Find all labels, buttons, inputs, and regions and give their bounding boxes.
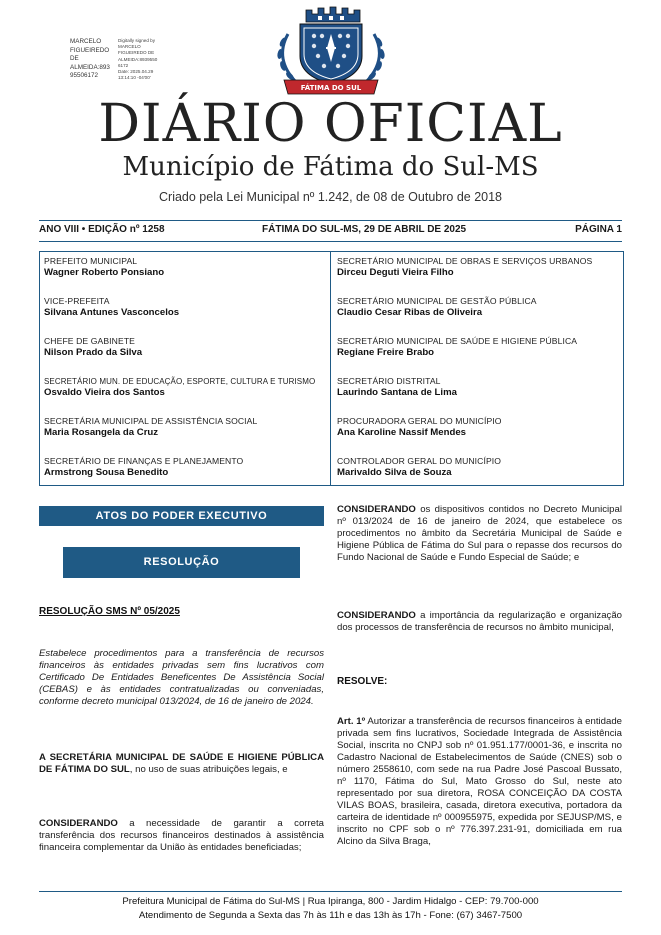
official-role: PREFEITO MUNICIPAL (44, 256, 138, 266)
crest-ribbon-text: FÁTIMA DO SUL (300, 84, 362, 92)
divider-top (39, 220, 622, 221)
considerando-paragraph (39, 818, 324, 854)
creation-law: Criado pela Lei Municipal nº 1.242, de 08 de Outubro de 2018 (159, 190, 502, 204)
page-title: DIÁRIO OFICIAL (98, 94, 563, 154)
official-entry (44, 416, 326, 439)
article-label: Art. 1º (337, 716, 366, 727)
signature-details (118, 38, 173, 81)
official-name: Armstrong Sousa Benedito (44, 467, 169, 478)
considerando-text: a necessidade de garantir a correta transferência dos recursos financeiros destinados à assistência financeira complementar da União às entidades beneficiadas; (39, 818, 324, 853)
officials-divider (330, 251, 331, 486)
official-role: CHEFE DE GABINETE (44, 336, 135, 346)
signature-detail-line: Digitally signed by (118, 38, 156, 43)
signature-detail-line: Date: 2025.04.29 (118, 69, 154, 75)
official-name: Maria Rosangela da Cruz (44, 427, 159, 438)
official-entry (337, 376, 619, 399)
official-role: SECRETÁRIO DISTRITAL (337, 376, 441, 386)
signature-detail-line: MARCELO (118, 44, 141, 50)
signature-name-line: DE (70, 55, 79, 63)
considerando-text: os dispositivos contidos no Decreto Municipal nº 013/2024 de 16 de janeiro de 2024, que estabelece os procedimentos no âmbito da Secretária Municipal de Saúde e Higiene Pública de Fátima do Sul para o repasse dos recursos do Fundo Nacional de Saúde e Fundo Especial de Saúde; e (337, 504, 622, 563)
official-entry (44, 336, 326, 359)
official-role: VICE-PREFEITA (44, 296, 110, 306)
footer-hours: Atendimento de Segunda a Sexta das 7h às 11h e das 13h às 17h - Fone: (67) 3467-7500 (138, 910, 523, 921)
official-name: Osvaldo Vieira dos Santos (44, 387, 165, 398)
signature-detail-line: ALMEIDA:8939550 (118, 56, 158, 62)
official-role: SECRETÁRIO MUNICIPAL DE GESTÃO PÚBLICA (337, 296, 537, 306)
official-name: Nilson Prado da Silva (44, 347, 143, 358)
official-name: Dirceu Deguti Vieira Filho (337, 267, 454, 278)
signature-name-line: FIGUEIREDO (70, 46, 110, 54)
footer-address: Prefeitura Municipal de Fátima do Sul-MS | Rua Ipiranga, 800 - Jardim Hidalgo - CEP: 79.700-000 (122, 896, 539, 907)
considerando-text: a importância da regularização e organização dos processos de transferência de recursos no âmbito municipal, (337, 610, 622, 633)
article-1 (337, 716, 622, 848)
official-entry (44, 456, 326, 479)
official-name: Claudio Cesar Ribas de Oliveira (337, 307, 483, 318)
official-entry (44, 376, 329, 399)
signature-detail-line: 13:14:10 -04'00' (118, 75, 151, 81)
official-role: SECRETÁRIA MUNICIPAL DE ASSISTÊNCIA SOCIAL (44, 416, 258, 426)
official-role: SECRETÁRIO DE FINANÇAS E PLANEJAMENTO (44, 456, 244, 466)
page-subtitle: Município de Fátima do Sul-MS (122, 152, 539, 182)
official-name: Silvana Antunes Vasconcelos (44, 307, 180, 318)
official-entry (44, 256, 326, 279)
officials-box (39, 251, 624, 486)
footer-divider (39, 891, 622, 892)
signature-name (70, 38, 120, 81)
resolution-banner: RESOLUÇÃO (63, 547, 300, 578)
official-name: Wagner Roberto Ponsiano (44, 267, 165, 278)
preamble-text: , no uso de suas atribuições legais, e (129, 764, 288, 775)
signature-detail-line: 6172 (118, 62, 129, 68)
official-name: Ana Karoline Nassif Mendes (337, 427, 467, 438)
signature-name-line: ALMEIDA:893 (70, 63, 110, 71)
signature-name-line: 95506172 (70, 72, 99, 80)
official-entry (337, 416, 619, 439)
article-text: Autorizar a transferência de recursos financeiros à entidade privada sem fins lucrativos, Sociedade Integrada de Assistência Social, inscrita no CNPJ sob nº 01.951.177/0001-36, e inscrita no Cadastro Nacional de Estabelecimentos de Saúde (CNES) sob o número 2558610, com sede na rua Padre José Pascoal Bussato, nº 1170, Fátima do Sul, Mato Grosso do Sul, neste ato representado por sua diretora, ROSA CONCEIÇÃO DA COSTA VILAS BOAS, brasileira, casada, diretora executiva, portadora da carteira de identidade nº 000955975, expedida por SEJUSP/MS, e inscrito no CPF sob o nº 776.397.231-91, domiciliada em rua Alcino da Silva Braga, (337, 716, 622, 847)
considerando-bold: CONSIDERANDO (39, 818, 118, 829)
considerando-paragraph (337, 504, 622, 564)
signature-name-line: MARCELO (70, 38, 102, 45)
signature-detail-line: FIGUEIREDO DE (118, 50, 155, 56)
resolution-preamble (39, 752, 324, 776)
official-role: SECRETÁRIO MUN. DE EDUCAÇÃO, ESPORTE, CULTURA E TURISMO (44, 377, 316, 386)
official-name: Regiane Freire Brabo (337, 347, 435, 358)
resolution-heading: RESOLUÇÃO SMS Nº 05/2025 (39, 606, 180, 617)
coat-of-arms-icon (266, 4, 396, 96)
official-role: SECRETÁRIO MUNICIPAL DE OBRAS E SERVIÇOS URBANOS (337, 256, 593, 266)
preamble-bold: A SECRETÁRIA MUNICIPAL DE SAÚDE E HIGIENE PÚBLICA DE FÁTIMA DO SUL (39, 752, 324, 775)
resolve-heading: RESOLVE: (337, 676, 388, 687)
section-banner: ATOS DO PODER EXECUTIVO (39, 506, 324, 526)
official-name: Laurindo Santana de Lima (337, 387, 457, 398)
official-entry (337, 256, 619, 279)
divider-bottom (39, 241, 622, 242)
official-entry (337, 336, 619, 359)
official-role: CONTROLADOR GERAL DO MUNICÍPIO (337, 456, 502, 466)
official-entry (337, 456, 619, 479)
official-entry (337, 296, 619, 319)
official-role: SECRETÁRIO MUNICIPAL DE SAÚDE E HIGIENE PÚBLICA (337, 336, 578, 346)
edition-info: ANO VIII • EDIÇÃO nº 1258 (39, 224, 165, 235)
considerando-bold: CONSIDERANDO (337, 504, 416, 515)
page-number: PÁGINA 1 (575, 224, 622, 235)
edition-date: FÁTIMA DO SUL-MS, 29 DE ABRIL DE 2025 (262, 224, 467, 235)
resolution-summary: Estabelece procedimentos para a transferência de recursos financeiros às entidades privadas sem fins lucrativos com Certificado De Entidades Beneficentes De Assistência Social (CEBAS) e às entidades contratualizadas ou conveniadas, conforme decreto municipal 013/2024, de 16 de janeiro de 2024. (39, 648, 324, 707)
official-role: PROCURADORA GERAL DO MUNICÍPIO (337, 416, 502, 426)
official-name: Marivaldo Silva de Souza (337, 467, 452, 478)
official-entry (44, 296, 326, 319)
considerando-bold: CONSIDERANDO (337, 610, 416, 621)
considerando-paragraph (337, 610, 622, 634)
